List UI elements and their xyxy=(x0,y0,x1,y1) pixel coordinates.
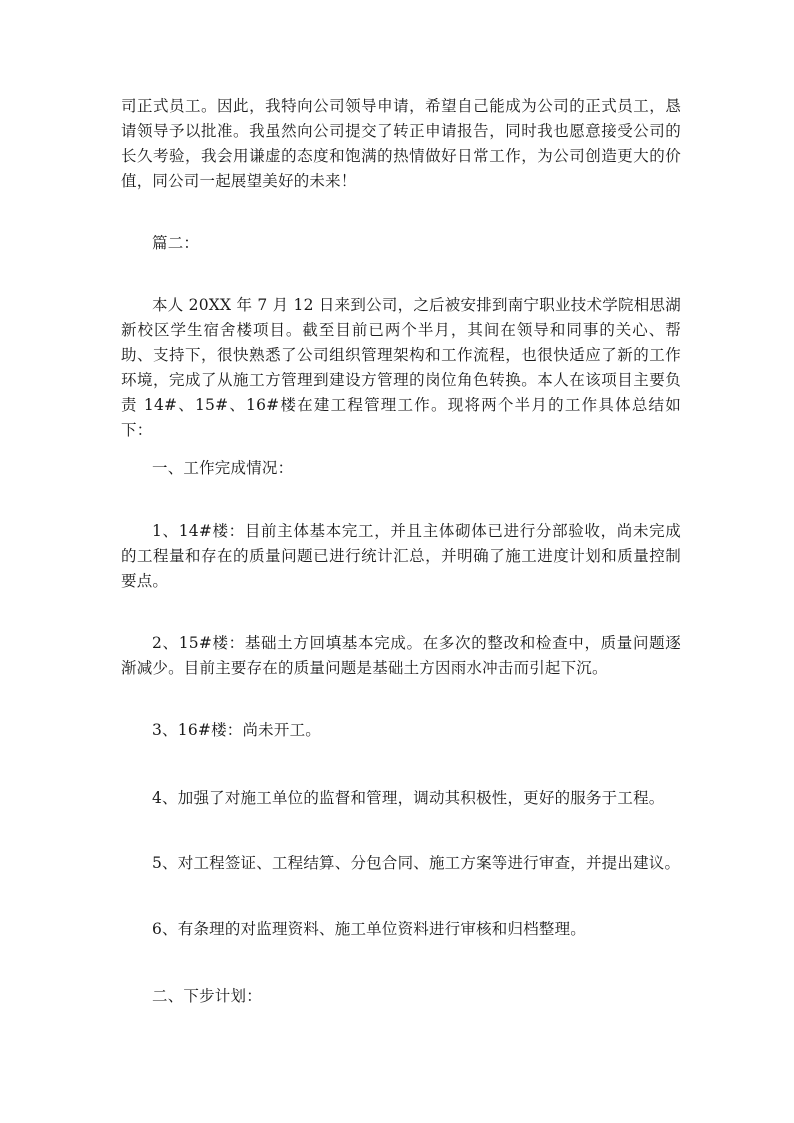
list-item-building-16: 3、16#楼：尚未开工。 xyxy=(152,721,321,739)
list-item-supervision: 4、加强了对施工单位的监督和管理，调动其积极性，更好的服务于工程。 xyxy=(152,789,665,807)
list-item-building-14: 1、14#楼：目前主体基本完工，并且主体砌体已进行分部验收，尚未完成的工程量和存在的质量问题已进行统计汇总，并明确了施工进度计划和质量控制要点。 xyxy=(121,522,681,590)
section-heading-part-two: 篇二： xyxy=(152,234,200,252)
paragraph-closing-request: 司正式员工。因此，我特向公司领导申请，希望自己能成为公司的正式员工，恳请领导予以批准。我虽然向公司提交了转正申请报告，同时我也愿意接受公司的长久考验，我会用谦虚的态度和饱满的热情做好日常工作，为公司创造更大的价值，同公司一起展望美好的未来！ xyxy=(121,97,681,190)
heading-work-completion: 一、工作完成情况： xyxy=(152,459,294,477)
list-item-building-15: 2、15#楼：基础土方回填基本完成。在多次的整改和检查中，质量问题逐渐减少。目前主要存在的质量问题是基础土方因雨水冲击而引起下沉。 xyxy=(121,634,681,677)
list-item-review: 5、对工程签证、工程结算、分包合同、施工方案等进行审查，并提出建议。 xyxy=(152,854,681,872)
heading-next-plan: 二、下步计划： xyxy=(152,987,262,1005)
paragraph-introduction: 本人 20XX 年 7 月 12 日来到公司，之后被安排到南宁职业技术学院相思湖新校区学生宿舍楼项目。截至目前已两个半月，其间在领导和同事的关心、帮助、支持下，很快熟悉了公司组织管理架构和工作流程，也很快适应了新的工作环境，完成了从施工方管理到建设方管理的岗位角色转换。本人在该项目主要负责 14#、15#、16#楼在建工程管理工作。现将两个半月的工作具体总结如下： xyxy=(121,296,681,439)
list-item-archiving: 6、有条理的对监理资料、施工单位资料进行审核和归档整理。 xyxy=(152,920,586,938)
